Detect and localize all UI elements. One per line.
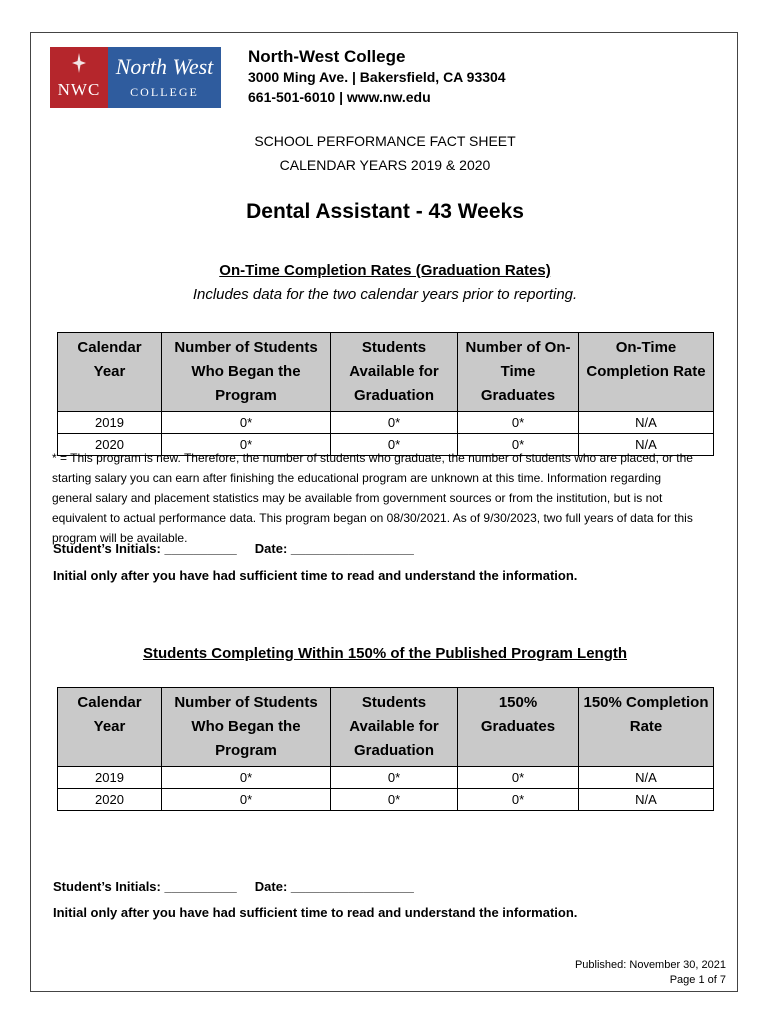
cell-available: 0* — [331, 789, 458, 811]
logo-abbr: NWC — [57, 80, 101, 99]
table-row — [58, 789, 714, 811]
page-number: Page 1 of 7 — [669, 974, 726, 986]
logo-blue-panel — [108, 47, 221, 108]
cell-graduates: 0* — [458, 434, 579, 456]
header-150-rate: 150% Completion Rate — [579, 688, 714, 767]
cell-year: 2019 — [58, 767, 162, 789]
cell-available: 0* — [331, 412, 458, 434]
initials-note: Initial only after you have had sufficient time to read and understand the information. — [53, 905, 578, 920]
cell-available: 0* — [331, 767, 458, 789]
cell-year: 2019 — [58, 412, 162, 434]
cell-year: 2020 — [58, 789, 162, 811]
program-title: Dental Assistant - 43 Weeks — [246, 200, 524, 223]
college-header — [248, 47, 506, 107]
table-header-row — [58, 333, 714, 412]
cell-graduates: 0* — [458, 767, 579, 789]
initials-label: Student’s Initials: __________ — [53, 879, 237, 894]
publication-info — [575, 958, 726, 988]
footnote: * = This program is new. Therefore, the number of students who graduate, the number of students who are placed, or the starting salary you can earn after finishing the educational program are unknown at this time. Information regarding general salary and placement statistics may be available from government sources or from the institution, but is not equivalent to actual performance data. This program began on 08/30/2021. As of 9/30/2023, two full years of data for this program will be available. — [52, 451, 693, 545]
cell-rate: N/A — [579, 767, 714, 789]
cell-began: 0* — [162, 412, 331, 434]
date-label: Date: _________________ — [254, 879, 414, 894]
section2-title: Students Completing Within 150% of the Published Program Length — [142, 645, 628, 662]
cell-graduates: 0* — [458, 789, 579, 811]
cell-rate: N/A — [579, 434, 714, 456]
published-date: Published: November 30, 2021 — [574, 959, 726, 971]
header-calendar-year: Calendar Year — [58, 688, 162, 767]
on-time-completion-table — [57, 332, 714, 456]
initials-note: Initial only after you have had sufficient time to read and understand the information. — [53, 568, 578, 583]
table-row — [58, 412, 714, 434]
initials-line — [53, 879, 414, 894]
cell-graduates: 0* — [458, 412, 579, 434]
date-label: Date: _________________ — [254, 541, 414, 556]
header-students-began: Number of Students Who Began the Program — [162, 688, 331, 767]
logo-college: COLLEGE — [130, 85, 199, 99]
table-header-row — [58, 688, 714, 767]
section1-title: On-Time Completion Rates (Graduation Rates) — [219, 262, 551, 279]
cell-rate: N/A — [579, 412, 714, 434]
cell-began: 0* — [162, 767, 331, 789]
completion-150-table — [57, 687, 714, 811]
years-title: CALENDAR YEARS 2019 & 2020 — [279, 157, 491, 173]
header-students-available: Students Available for Graduation — [331, 688, 458, 767]
header-on-time-graduates: Number of On-Time Graduates — [458, 333, 579, 412]
cell-year: 2020 — [58, 434, 162, 456]
header-students-began: Number of Students Who Began the Program — [162, 333, 331, 412]
cell-began: 0* — [162, 434, 331, 456]
header-on-time-rate: On-Time Completion Rate — [579, 333, 714, 412]
header-students-available: Students Available for Graduation — [331, 333, 458, 412]
college-phone-web: 661-501-6010 | www.nw.edu — [248, 89, 431, 105]
header-calendar-year: Calendar Year — [58, 333, 162, 412]
table-row — [58, 767, 714, 789]
cell-began: 0* — [162, 789, 331, 811]
logo-script: North West — [115, 54, 214, 79]
initials-label: Student’s Initials: __________ — [53, 541, 237, 556]
section1-subtitle: Includes data for the two calendar years prior to reporting. — [192, 286, 578, 303]
college-name: North-West College — [248, 47, 406, 66]
compass-star-icon — [72, 53, 86, 73]
initials-line — [53, 541, 414, 556]
college-logo — [50, 47, 221, 108]
header-150-graduates: 150% Graduates — [458, 688, 579, 767]
cell-rate: N/A — [579, 789, 714, 811]
logo-red-panel — [50, 47, 108, 108]
sheet-title: SCHOOL PERFORMANCE FACT SHEET — [254, 133, 516, 149]
college-address: 3000 Ming Ave. | Bakersfield, CA 93304 — [248, 69, 506, 85]
cell-available: 0* — [331, 434, 458, 456]
